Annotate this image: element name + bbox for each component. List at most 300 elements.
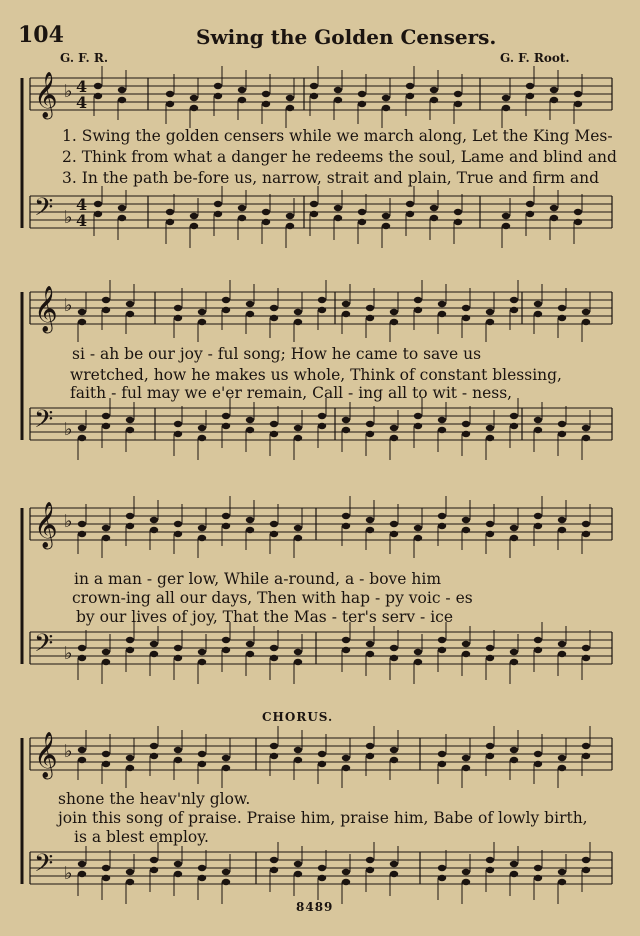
note-head bbox=[78, 531, 86, 537]
note-head bbox=[406, 93, 414, 99]
note-head bbox=[342, 513, 350, 519]
note-head bbox=[486, 645, 494, 651]
note-head bbox=[294, 747, 302, 753]
note-head bbox=[198, 659, 206, 665]
note-head bbox=[582, 309, 590, 315]
note-head bbox=[102, 423, 110, 429]
note-head bbox=[550, 97, 558, 103]
note-head bbox=[502, 213, 510, 219]
note-head bbox=[334, 215, 342, 221]
note-head bbox=[318, 423, 326, 429]
system-1-verse-1: 1. Swing the golden censers while we march along, Let the King Mes- bbox=[62, 127, 613, 145]
note-head bbox=[382, 95, 390, 101]
note-head bbox=[166, 219, 174, 225]
note-head bbox=[222, 307, 230, 313]
note-head bbox=[414, 535, 422, 541]
note-head bbox=[438, 875, 446, 881]
note-head bbox=[342, 637, 350, 643]
note-head bbox=[366, 651, 374, 657]
note-head bbox=[150, 857, 158, 863]
page-number: 104 bbox=[18, 22, 64, 48]
note-head bbox=[222, 879, 230, 885]
note-head bbox=[174, 531, 182, 537]
system-2-verse-2: wretched, how he makes us whole, Think of constant blessing, bbox=[70, 366, 562, 384]
note-head bbox=[246, 311, 254, 317]
note-head bbox=[318, 761, 326, 767]
note-head bbox=[534, 523, 542, 529]
note-head bbox=[342, 311, 350, 317]
note-head bbox=[294, 535, 302, 541]
note-head bbox=[534, 311, 542, 317]
note-head bbox=[78, 655, 86, 661]
note-head bbox=[198, 875, 206, 881]
flat-sign: ♭ bbox=[64, 207, 73, 228]
note-head bbox=[534, 427, 542, 433]
note-head bbox=[534, 417, 542, 423]
system-3-verse-2: crown-ing all our days, Then with hap - py voic - es bbox=[72, 589, 473, 607]
treble-clef: 𝄞 bbox=[34, 502, 58, 548]
note-head bbox=[174, 521, 182, 527]
note-head bbox=[126, 523, 134, 529]
system-3-verse-1: in a man - ger low, While a-round, a - bove him bbox=[74, 570, 442, 588]
note-head bbox=[582, 425, 590, 431]
note-head bbox=[382, 223, 390, 229]
note-head bbox=[510, 871, 518, 877]
note-head bbox=[238, 215, 246, 221]
note-head bbox=[438, 647, 446, 653]
note-head bbox=[366, 431, 374, 437]
note-head bbox=[166, 101, 174, 107]
note-head bbox=[78, 521, 86, 527]
note-head bbox=[286, 223, 294, 229]
note-head bbox=[358, 101, 366, 107]
note-head bbox=[214, 201, 222, 207]
music-credit: G. F. Root. bbox=[500, 51, 570, 65]
note-head bbox=[486, 435, 494, 441]
note-head bbox=[102, 297, 110, 303]
note-head bbox=[582, 521, 590, 527]
note-head bbox=[510, 423, 518, 429]
note-head bbox=[510, 525, 518, 531]
note-head bbox=[126, 637, 134, 643]
note-head bbox=[382, 213, 390, 219]
note-head bbox=[510, 297, 518, 303]
note-head bbox=[342, 427, 350, 433]
note-head bbox=[262, 91, 270, 97]
note-head bbox=[454, 209, 462, 215]
time-signature: 4 bbox=[76, 211, 88, 230]
note-head bbox=[534, 875, 542, 881]
note-head bbox=[430, 97, 438, 103]
note-head bbox=[78, 425, 86, 431]
note-head bbox=[582, 645, 590, 651]
time-signature: 4 bbox=[76, 77, 88, 96]
note-head bbox=[558, 651, 566, 657]
note-head bbox=[462, 879, 470, 885]
note-head bbox=[550, 205, 558, 211]
chorus-label: CHORUS. bbox=[262, 710, 334, 724]
note-head bbox=[462, 527, 470, 533]
flat-sign: ♭ bbox=[64, 511, 73, 532]
note-head bbox=[270, 655, 278, 661]
note-head bbox=[438, 301, 446, 307]
note-head bbox=[366, 305, 374, 311]
note-head bbox=[198, 319, 206, 325]
note-head bbox=[150, 753, 158, 759]
note-head bbox=[462, 755, 470, 761]
note-head bbox=[438, 311, 446, 317]
note-head bbox=[78, 747, 86, 753]
note-head bbox=[246, 427, 254, 433]
note-head bbox=[174, 757, 182, 763]
note-head bbox=[270, 531, 278, 537]
note-head bbox=[270, 421, 278, 427]
note-head bbox=[574, 91, 582, 97]
plate-number: 8489 bbox=[296, 900, 334, 914]
note-head bbox=[502, 223, 510, 229]
note-head bbox=[174, 747, 182, 753]
note-head bbox=[294, 425, 302, 431]
note-head bbox=[414, 413, 422, 419]
note-head bbox=[222, 755, 230, 761]
system-4-verse-1: shone the heav'nly glow. bbox=[58, 790, 251, 808]
note-head bbox=[414, 659, 422, 665]
note-head bbox=[438, 523, 446, 529]
note-head bbox=[174, 861, 182, 867]
note-head bbox=[438, 751, 446, 757]
note-head bbox=[414, 649, 422, 655]
note-head bbox=[198, 309, 206, 315]
note-head bbox=[390, 861, 398, 867]
note-head bbox=[342, 417, 350, 423]
note-head bbox=[382, 105, 390, 111]
system-2-verse-1: si - ah be our joy - ful song; How he came to save us bbox=[72, 345, 482, 363]
note-head bbox=[558, 431, 566, 437]
note-head bbox=[550, 87, 558, 93]
system-1-verse-3: 3. In the path be-fore us, narrow, strait and plain, True and firm and bbox=[62, 169, 600, 187]
note-head bbox=[486, 531, 494, 537]
note-head bbox=[102, 535, 110, 541]
note-head bbox=[526, 201, 534, 207]
note-head bbox=[390, 425, 398, 431]
note-head bbox=[78, 871, 86, 877]
note-head bbox=[526, 211, 534, 217]
note-head bbox=[174, 431, 182, 437]
note-head bbox=[526, 83, 534, 89]
note-head bbox=[390, 309, 398, 315]
note-head bbox=[294, 525, 302, 531]
note-head bbox=[118, 205, 126, 211]
note-head bbox=[174, 315, 182, 321]
note-head bbox=[558, 517, 566, 523]
note-head bbox=[390, 521, 398, 527]
note-head bbox=[150, 651, 158, 657]
bass-clef: 𝄢 bbox=[34, 193, 54, 228]
note-head bbox=[438, 417, 446, 423]
note-head bbox=[406, 211, 414, 217]
note-head bbox=[462, 305, 470, 311]
note-head bbox=[126, 765, 134, 771]
note-head bbox=[486, 867, 494, 873]
note-head bbox=[94, 93, 102, 99]
note-head bbox=[102, 525, 110, 531]
words-credit: G. F. R. bbox=[60, 51, 108, 65]
note-head bbox=[102, 865, 110, 871]
flat-sign: ♭ bbox=[64, 419, 73, 440]
note-head bbox=[126, 301, 134, 307]
note-head bbox=[414, 307, 422, 313]
note-head bbox=[294, 871, 302, 877]
note-head bbox=[294, 309, 302, 315]
note-head bbox=[126, 311, 134, 317]
note-head bbox=[390, 871, 398, 877]
note-head bbox=[334, 87, 342, 93]
note-head bbox=[574, 101, 582, 107]
treble-clef: 𝄞 bbox=[34, 286, 58, 332]
note-head bbox=[174, 871, 182, 877]
note-head bbox=[150, 743, 158, 749]
treble-clef: 𝄞 bbox=[34, 732, 58, 778]
note-head bbox=[390, 319, 398, 325]
note-head bbox=[342, 755, 350, 761]
note-head bbox=[286, 95, 294, 101]
note-head bbox=[318, 307, 326, 313]
note-head bbox=[558, 315, 566, 321]
note-head bbox=[214, 211, 222, 217]
note-head bbox=[462, 641, 470, 647]
note-head bbox=[190, 223, 198, 229]
note-head bbox=[414, 423, 422, 429]
note-head bbox=[190, 213, 198, 219]
note-head bbox=[558, 879, 566, 885]
note-head bbox=[510, 659, 518, 665]
note-head bbox=[462, 869, 470, 875]
note-head bbox=[366, 421, 374, 427]
treble-clef: 𝄞 bbox=[34, 72, 58, 118]
note-head bbox=[174, 421, 182, 427]
note-head bbox=[486, 309, 494, 315]
note-head bbox=[270, 305, 278, 311]
note-head bbox=[390, 655, 398, 661]
note-head bbox=[486, 857, 494, 863]
note-head bbox=[550, 215, 558, 221]
note-head bbox=[102, 751, 110, 757]
note-head bbox=[78, 435, 86, 441]
note-head bbox=[78, 861, 86, 867]
note-head bbox=[390, 747, 398, 753]
note-head bbox=[246, 641, 254, 647]
note-head bbox=[342, 869, 350, 875]
note-head bbox=[414, 297, 422, 303]
note-head bbox=[510, 535, 518, 541]
note-head bbox=[270, 315, 278, 321]
note-head bbox=[502, 95, 510, 101]
bass-clef: 𝄢 bbox=[34, 849, 54, 884]
note-head bbox=[310, 83, 318, 89]
note-head bbox=[342, 647, 350, 653]
note-head bbox=[430, 215, 438, 221]
flat-sign: ♭ bbox=[64, 81, 73, 102]
note-head bbox=[78, 757, 86, 763]
note-head bbox=[270, 743, 278, 749]
note-head bbox=[454, 101, 462, 107]
note-head bbox=[318, 751, 326, 757]
bass-clef: 𝄢 bbox=[34, 405, 54, 440]
note-head bbox=[310, 211, 318, 217]
note-head bbox=[430, 87, 438, 93]
note-head bbox=[238, 87, 246, 93]
note-head bbox=[534, 647, 542, 653]
note-head bbox=[366, 857, 374, 863]
note-head bbox=[294, 649, 302, 655]
note-head bbox=[438, 427, 446, 433]
note-head bbox=[510, 747, 518, 753]
note-head bbox=[198, 865, 206, 871]
note-head bbox=[558, 421, 566, 427]
note-head bbox=[222, 765, 230, 771]
note-head bbox=[334, 97, 342, 103]
note-head bbox=[198, 751, 206, 757]
time-signature: 4 bbox=[76, 195, 88, 214]
note-head bbox=[166, 209, 174, 215]
note-head bbox=[286, 213, 294, 219]
note-head bbox=[198, 525, 206, 531]
note-head bbox=[246, 651, 254, 657]
note-head bbox=[126, 755, 134, 761]
note-head bbox=[126, 879, 134, 885]
note-head bbox=[270, 753, 278, 759]
note-head bbox=[414, 525, 422, 531]
system-4-verse-2: join this song of praise. Praise him, praise him, Babe of lowly birth, bbox=[58, 809, 588, 827]
note-head bbox=[582, 655, 590, 661]
time-signature: 4 bbox=[76, 93, 88, 112]
note-head bbox=[294, 861, 302, 867]
note-head bbox=[366, 527, 374, 533]
note-head bbox=[390, 531, 398, 537]
note-head bbox=[558, 305, 566, 311]
note-head bbox=[430, 205, 438, 211]
note-head bbox=[318, 297, 326, 303]
note-head bbox=[246, 301, 254, 307]
note-head bbox=[486, 521, 494, 527]
note-head bbox=[198, 535, 206, 541]
note-head bbox=[150, 867, 158, 873]
note-head bbox=[510, 757, 518, 763]
note-head bbox=[222, 423, 230, 429]
note-head bbox=[190, 95, 198, 101]
note-head bbox=[246, 417, 254, 423]
note-head bbox=[462, 517, 470, 523]
flat-sign: ♭ bbox=[64, 643, 73, 664]
note-head bbox=[454, 219, 462, 225]
note-head bbox=[438, 865, 446, 871]
note-head bbox=[238, 97, 246, 103]
note-head bbox=[78, 645, 86, 651]
note-head bbox=[294, 659, 302, 665]
note-head bbox=[222, 647, 230, 653]
note-head bbox=[366, 753, 374, 759]
note-head bbox=[534, 865, 542, 871]
note-head bbox=[270, 431, 278, 437]
note-head bbox=[438, 513, 446, 519]
note-head bbox=[366, 867, 374, 873]
note-head bbox=[150, 641, 158, 647]
note-head bbox=[406, 83, 414, 89]
note-head bbox=[366, 315, 374, 321]
note-head bbox=[262, 219, 270, 225]
note-head bbox=[286, 105, 294, 111]
note-head bbox=[582, 435, 590, 441]
note-head bbox=[366, 641, 374, 647]
note-head bbox=[118, 97, 126, 103]
note-head bbox=[102, 761, 110, 767]
note-head bbox=[174, 645, 182, 651]
note-head bbox=[510, 413, 518, 419]
note-head bbox=[534, 637, 542, 643]
note-head bbox=[238, 205, 246, 211]
note-head bbox=[558, 755, 566, 761]
note-head bbox=[102, 875, 110, 881]
note-head bbox=[342, 879, 350, 885]
note-head bbox=[558, 765, 566, 771]
note-head bbox=[310, 93, 318, 99]
note-head bbox=[270, 857, 278, 863]
note-head bbox=[190, 105, 198, 111]
note-head bbox=[574, 209, 582, 215]
note-head bbox=[94, 201, 102, 207]
note-head bbox=[438, 761, 446, 767]
note-head bbox=[102, 649, 110, 655]
note-head bbox=[582, 857, 590, 863]
note-head bbox=[126, 427, 134, 433]
bass-clef: 𝄢 bbox=[34, 629, 54, 664]
note-head bbox=[534, 761, 542, 767]
note-head bbox=[78, 319, 86, 325]
note-head bbox=[582, 753, 590, 759]
note-head bbox=[462, 315, 470, 321]
note-head bbox=[534, 751, 542, 757]
note-head bbox=[502, 105, 510, 111]
hymn-title: Swing the Golden Censers. bbox=[196, 25, 497, 49]
note-head bbox=[438, 637, 446, 643]
note-head bbox=[358, 91, 366, 97]
note-head bbox=[342, 765, 350, 771]
note-head bbox=[222, 297, 230, 303]
note-head bbox=[390, 435, 398, 441]
note-head bbox=[310, 201, 318, 207]
note-head bbox=[262, 209, 270, 215]
note-head bbox=[150, 517, 158, 523]
note-head bbox=[534, 513, 542, 519]
note-head bbox=[102, 307, 110, 313]
note-head bbox=[486, 319, 494, 325]
note-head bbox=[150, 527, 158, 533]
note-head bbox=[94, 211, 102, 217]
note-head bbox=[222, 869, 230, 875]
note-head bbox=[126, 513, 134, 519]
note-head bbox=[574, 219, 582, 225]
note-head bbox=[558, 869, 566, 875]
note-head bbox=[462, 421, 470, 427]
note-head bbox=[270, 521, 278, 527]
note-head bbox=[246, 517, 254, 523]
note-head bbox=[166, 91, 174, 97]
note-head bbox=[294, 757, 302, 763]
note-head bbox=[294, 435, 302, 441]
note-head bbox=[198, 649, 206, 655]
note-head bbox=[198, 425, 206, 431]
note-head bbox=[558, 641, 566, 647]
